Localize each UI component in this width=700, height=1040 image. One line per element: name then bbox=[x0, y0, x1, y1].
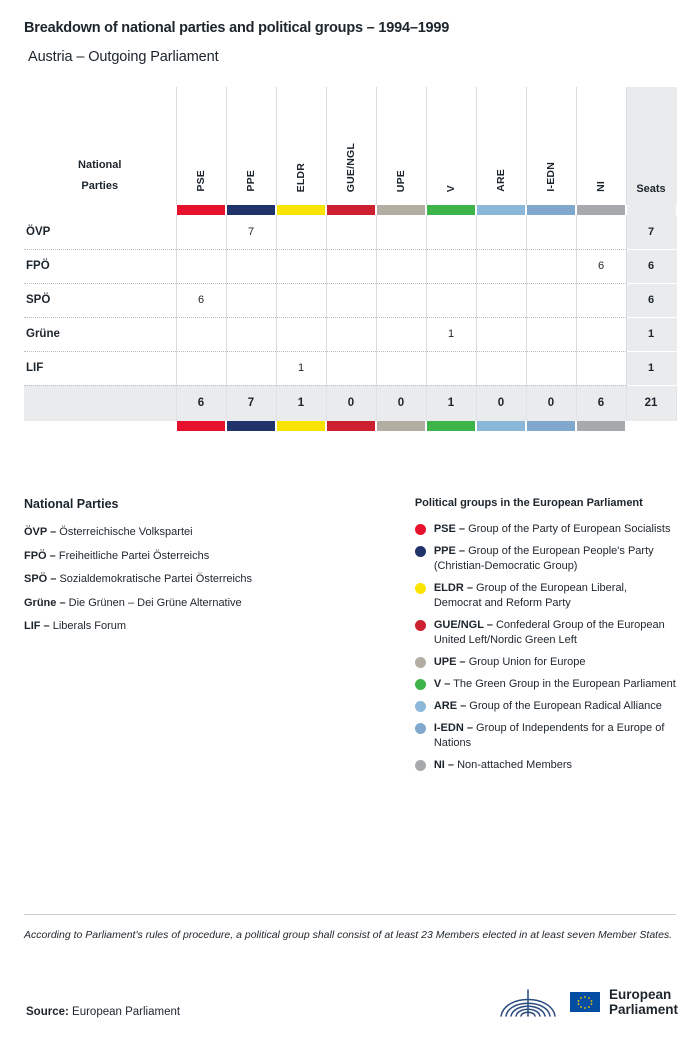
bottom-swatch-eldr bbox=[276, 421, 326, 431]
pse-color-icon bbox=[415, 524, 426, 535]
ni-color-icon bbox=[415, 760, 426, 771]
cell-grune-upe bbox=[376, 317, 426, 351]
total-v: 1 bbox=[426, 385, 476, 421]
legend-item-lif bbox=[24, 619, 389, 634]
legend-group-pse bbox=[415, 522, 676, 537]
bottom-swatch-ppe bbox=[226, 421, 276, 431]
eldr-color-icon bbox=[415, 583, 426, 594]
source-label: Source: bbox=[26, 1006, 69, 1018]
cell-fpo-iedn bbox=[526, 249, 576, 283]
ep-wordmark bbox=[609, 987, 678, 1017]
legend-group-abbr-ppe: PPE – bbox=[433, 545, 466, 557]
table-row bbox=[24, 317, 676, 351]
cell-fpo-eldr bbox=[276, 249, 326, 283]
table-head bbox=[24, 87, 676, 215]
bottom-swatch-are bbox=[476, 421, 526, 431]
group-color-bar bbox=[24, 205, 676, 215]
legend-group-abbr-guengl: GUE/NGL – bbox=[433, 619, 493, 631]
cell-spo-guengl bbox=[326, 283, 376, 317]
legend-full-fpo: Freiheitliche Partei Österreichs bbox=[58, 549, 210, 562]
cell-ovp-ni bbox=[576, 215, 626, 249]
legend-full-grune: Die Grünen – Dei Grüne Alternative bbox=[68, 596, 242, 609]
legend-abbr-spo: SPÖ – bbox=[24, 573, 57, 585]
legend-group-abbr-upe: UPE – bbox=[433, 656, 466, 668]
footnote: According to Parliament's rules of procedure, a political group shall consist of at least 23 Members elected in at least seven Member States. bbox=[24, 914, 676, 943]
cell-grune-iedn bbox=[526, 317, 576, 351]
total-are: 0 bbox=[476, 385, 526, 421]
legend-group-abbr-iedn: I-EDN – bbox=[433, 722, 473, 734]
cell-spo-seats: 6 bbox=[626, 283, 676, 317]
group-header-row bbox=[24, 87, 676, 205]
bottom-color-bar bbox=[24, 421, 676, 431]
color-swatch-ni bbox=[576, 205, 626, 215]
legend-abbr-lif: LIF – bbox=[24, 620, 50, 632]
cell-spo-iedn bbox=[526, 283, 576, 317]
column-header-seats: Seats bbox=[626, 87, 676, 205]
row-header-line1: National bbox=[78, 159, 122, 171]
row-label-spo: SPÖ bbox=[24, 283, 176, 317]
cell-lif-eldr: 1 bbox=[276, 351, 326, 385]
source-value: European Parliament bbox=[72, 1006, 181, 1018]
cell-ovp-are bbox=[476, 215, 526, 249]
ppe-color-icon bbox=[415, 546, 426, 557]
cell-grune-ppe bbox=[226, 317, 276, 351]
row-label-ovp: ÖVP bbox=[24, 215, 176, 249]
cell-grune-guengl bbox=[326, 317, 376, 351]
cell-ovp-seats: 7 bbox=[626, 215, 676, 249]
column-header-guengl: GUE/NGL bbox=[326, 87, 376, 205]
row-label-fpo: FPÖ bbox=[24, 249, 176, 283]
cell-fpo-seats: 6 bbox=[626, 249, 676, 283]
v-color-icon bbox=[415, 679, 426, 690]
legend-group-full-v: The Green Group in the European Parliament bbox=[453, 678, 676, 690]
iedn-color-icon bbox=[415, 723, 426, 734]
bottom-bar-seats-spacer bbox=[626, 421, 676, 431]
legend-full-lif: Liberals Forum bbox=[52, 620, 127, 632]
legend-group-eldr bbox=[415, 581, 676, 611]
color-swatch-pse bbox=[176, 205, 226, 215]
color-swatch-eldr bbox=[276, 205, 326, 215]
cell-lif-seats: 1 bbox=[626, 351, 676, 385]
cell-grune-seats: 1 bbox=[626, 317, 676, 351]
cell-fpo-guengl bbox=[326, 249, 376, 283]
cell-ovp-guengl bbox=[326, 215, 376, 249]
cell-spo-upe bbox=[376, 283, 426, 317]
color-swatch-ppe bbox=[226, 205, 276, 215]
total-guengl: 0 bbox=[326, 385, 376, 421]
european-parliament-logo bbox=[495, 982, 678, 1022]
row-label-grune: Grüne bbox=[24, 317, 176, 351]
legends bbox=[24, 497, 676, 780]
cell-lif-are bbox=[476, 351, 526, 385]
cell-grune-ni bbox=[576, 317, 626, 351]
totals-label bbox=[24, 385, 176, 421]
cell-spo-are bbox=[476, 283, 526, 317]
cell-grune-v: 1 bbox=[426, 317, 476, 351]
legend-group-abbr-pse: PSE – bbox=[433, 523, 466, 535]
cell-fpo-upe bbox=[376, 249, 426, 283]
legend-national-parties bbox=[24, 497, 389, 780]
color-bar-seats-spacer bbox=[626, 205, 676, 215]
legend-group-v bbox=[415, 677, 676, 692]
total-pse: 6 bbox=[176, 385, 226, 421]
row-header-label bbox=[24, 87, 176, 205]
column-header-ppe: PPE bbox=[226, 87, 276, 205]
cell-lif-iedn bbox=[526, 351, 576, 385]
cell-ovp-iedn bbox=[526, 215, 576, 249]
legend-group-full-guengl: Confederal Group of the European United Left/Nordic Green Left bbox=[433, 619, 665, 646]
legend-group-are bbox=[415, 699, 676, 714]
cell-fpo-ni: 6 bbox=[576, 249, 626, 283]
cell-lif-v bbox=[426, 351, 476, 385]
table-row bbox=[24, 283, 676, 317]
cell-ovp-pse bbox=[176, 215, 226, 249]
row-label-lif: LIF bbox=[24, 351, 176, 385]
bottom-swatch-v bbox=[426, 421, 476, 431]
bottom-swatch-guengl bbox=[326, 421, 376, 431]
ep-hemicycle-icon bbox=[495, 982, 561, 1022]
legend-group-full-pse: Group of the Party of European Socialists bbox=[468, 523, 671, 535]
color-swatch-are bbox=[476, 205, 526, 215]
total-ni: 6 bbox=[576, 385, 626, 421]
cell-fpo-pse bbox=[176, 249, 226, 283]
cell-spo-eldr bbox=[276, 283, 326, 317]
are-color-icon bbox=[415, 701, 426, 712]
column-header-ni: NI bbox=[576, 87, 626, 205]
total-ppe: 7 bbox=[226, 385, 276, 421]
cell-ovp-ppe: 7 bbox=[226, 215, 276, 249]
cell-spo-v bbox=[426, 283, 476, 317]
total-iedn: 0 bbox=[526, 385, 576, 421]
legend-group-guengl bbox=[415, 618, 676, 648]
cell-fpo-ppe bbox=[226, 249, 276, 283]
legend-group-abbr-eldr: ELDR – bbox=[433, 582, 473, 594]
bottom-bar-spacer bbox=[24, 421, 176, 431]
cell-grune-are bbox=[476, 317, 526, 351]
ep-wordmark-line1: European bbox=[608, 987, 672, 1002]
legend-group-full-upe: Group Union for Europe bbox=[468, 656, 586, 668]
legend-abbr-grune: Grüne – bbox=[24, 596, 66, 609]
legend-group-full-eldr: Group of the European Liberal, Democrat and Reform Party bbox=[433, 582, 628, 609]
legend-group-full-are: Group of the European Radical Alliance bbox=[469, 700, 662, 712]
breakdown-table bbox=[24, 87, 677, 431]
legend-item-spo bbox=[24, 572, 389, 587]
legend-full-spo: Sozialdemokratische Partei Österreichs bbox=[59, 573, 253, 585]
column-header-upe: UPE bbox=[376, 87, 426, 205]
cell-lif-upe bbox=[376, 351, 426, 385]
source-line bbox=[26, 1006, 180, 1018]
table-row bbox=[24, 351, 676, 385]
bottom-swatch-iedn bbox=[526, 421, 576, 431]
cell-ovp-upe bbox=[376, 215, 426, 249]
breakdown-matrix bbox=[24, 87, 676, 431]
total-seats: 21 bbox=[626, 385, 676, 421]
color-swatch-guengl bbox=[326, 205, 376, 215]
legend-group-ni bbox=[415, 758, 676, 773]
bottom-swatch-upe bbox=[376, 421, 426, 431]
guengl-color-icon bbox=[415, 620, 426, 631]
color-swatch-v bbox=[426, 205, 476, 215]
table-row bbox=[24, 249, 676, 283]
row-header-line2: Parties bbox=[81, 180, 119, 192]
legend-item-fpo bbox=[24, 549, 389, 564]
legend-group-ppe bbox=[415, 544, 676, 574]
legend-item-ovp bbox=[24, 525, 389, 540]
legend-national-title: National Parties bbox=[24, 497, 119, 511]
table-row bbox=[24, 215, 676, 249]
totals-row bbox=[24, 385, 676, 421]
color-swatch-upe bbox=[376, 205, 426, 215]
total-eldr: 1 bbox=[276, 385, 326, 421]
color-swatch-iedn bbox=[526, 205, 576, 215]
legend-group-abbr-v: V – bbox=[433, 678, 451, 690]
column-header-are: ARE bbox=[476, 87, 526, 205]
legend-abbr-ovp: ÖVP – bbox=[24, 526, 57, 538]
legend-political-groups bbox=[415, 497, 676, 780]
table-body bbox=[24, 215, 676, 431]
legend-full-ovp: Österreichische Volkspartei bbox=[59, 526, 193, 538]
total-upe: 0 bbox=[376, 385, 426, 421]
cell-ovp-eldr bbox=[276, 215, 326, 249]
column-header-iedn: I-EDN bbox=[526, 87, 576, 205]
cell-grune-eldr bbox=[276, 317, 326, 351]
cell-spo-ppe bbox=[226, 283, 276, 317]
cell-ovp-v bbox=[426, 215, 476, 249]
page-subtitle: Austria – Outgoing Parliament bbox=[28, 49, 219, 65]
legend-group-abbr-ni: NI – bbox=[433, 759, 455, 771]
cell-lif-ppe bbox=[226, 351, 276, 385]
cell-spo-pse: 6 bbox=[176, 283, 226, 317]
legend-abbr-fpo: FPÖ – bbox=[24, 549, 56, 562]
legend-item-grune bbox=[24, 596, 389, 611]
ep-wordmark-line2: Parliament bbox=[608, 1002, 678, 1017]
cell-lif-pse bbox=[176, 351, 226, 385]
legend-groups-title: Political groups in the European Parliament bbox=[414, 497, 643, 509]
bottom-swatch-ni bbox=[576, 421, 626, 431]
legend-group-upe bbox=[415, 655, 676, 670]
page-title: Breakdown of national parties and political groups – 1994–1999 bbox=[24, 20, 450, 36]
column-header-pse: PSE bbox=[176, 87, 226, 205]
column-header-eldr: ELDR bbox=[276, 87, 326, 205]
cell-lif-guengl bbox=[326, 351, 376, 385]
cell-grune-pse bbox=[176, 317, 226, 351]
legend-group-full-ppe: Group of the European People's Party (Christian-Democratic Group) bbox=[433, 545, 654, 572]
legend-group-full-ni: Non-attached Members bbox=[457, 759, 573, 771]
legend-group-iedn bbox=[415, 721, 676, 751]
color-bar-spacer bbox=[24, 205, 176, 215]
upe-color-icon bbox=[415, 657, 426, 668]
legend-group-full-iedn: Group of Independents for a Europe of Nations bbox=[433, 722, 665, 749]
cell-lif-ni bbox=[576, 351, 626, 385]
cell-spo-ni bbox=[576, 283, 626, 317]
legend-group-abbr-are: ARE – bbox=[433, 700, 467, 712]
bottom-swatch-pse bbox=[176, 421, 226, 431]
column-header-v: V bbox=[426, 87, 476, 205]
eu-stars-icon bbox=[570, 992, 600, 1012]
eu-flag-icon bbox=[570, 992, 600, 1012]
cell-fpo-are bbox=[476, 249, 526, 283]
cell-fpo-v bbox=[426, 249, 476, 283]
